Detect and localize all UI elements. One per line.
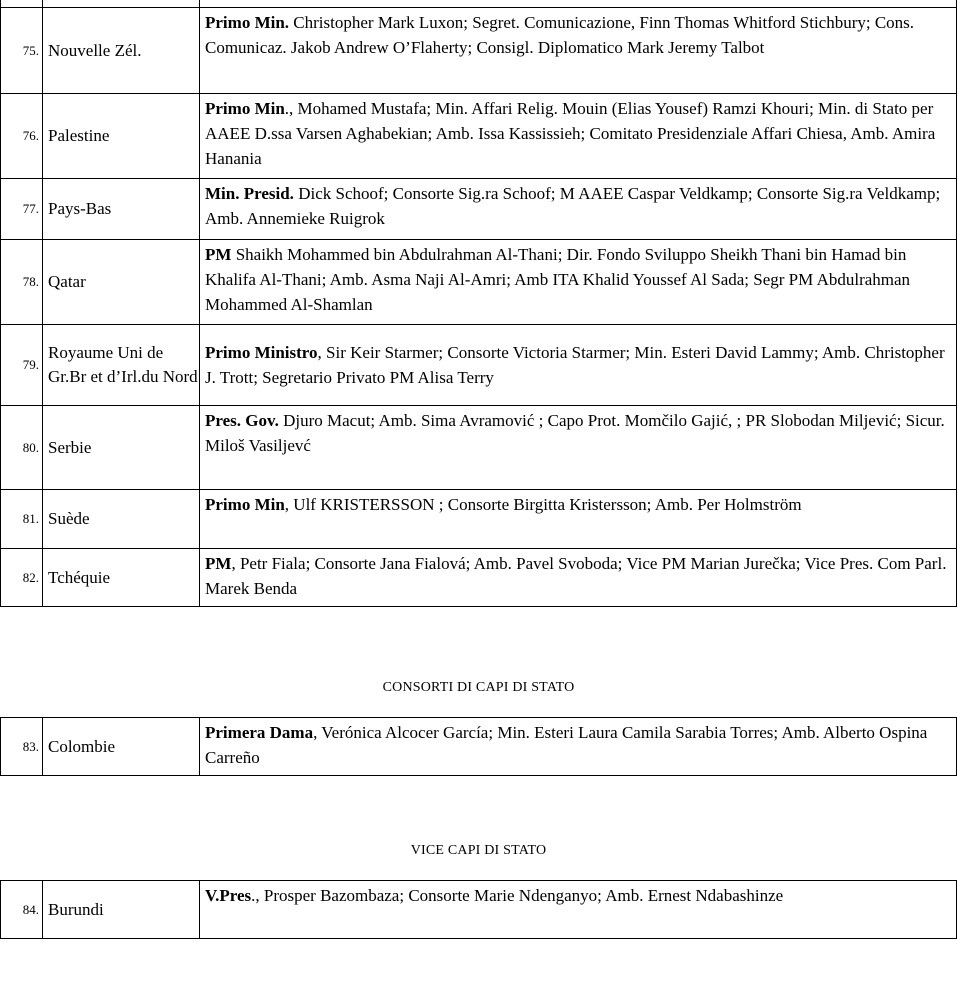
delegation-members: Primo Min. Christopher Mark Luxon; Segret. Comunicazione, Finn Thomas Whitford Stichbury; Cons. Comunicaz. Jakob Andrew O’Flaherty; Consigl. Diplomatico Mark Jeremy Talbot [200,8,957,94]
country-name: Suède [43,490,200,549]
country-name: Royaume Uni de Gr.Br et d’Irl.du Nord [43,325,200,406]
delegation-members: PM, Petr Fiala; Consorte Jana Fialová; Amb. Pavel Svoboda; Vice PM Marian Jurečka; Vice Pres. Com Parl. Marek Benda [200,549,957,607]
delegation-members: V.Pres., Prosper Bazombaza; Consorte Marie Ndenganyo; Amb. Ernest Ndabashinze [200,881,957,939]
row-number: 82. [1,549,43,607]
row-number: 77. [1,179,43,240]
delegation-members: PM Shaikh Mohammed bin Abdulrahman Al-Thani; Dir. Fondo Sviluppo Sheikh Thani bin Hamad bin Khalifa Al-Thani; Amb. Asma Naji Al-Amri; Amb ITA Khalid Youssef Al Sada; Segr PM Abdulrahman Mohammed Al-Shamlan [200,240,957,325]
country-name: Pays-Bas [43,179,200,240]
table-row [1,881,957,939]
country-name: Burundi [43,881,200,939]
table-row [1,490,957,549]
table-row [1,406,957,490]
country-name: Nouvelle Zél. [43,8,200,94]
country-name: Palestine [43,94,200,179]
table-row [1,8,957,94]
delegation-members: Primo Min, Ulf KRISTERSSON ; Consorte Birgitta Kristersson; Amb. Per Holmström [200,490,957,549]
row-number: 80. [1,406,43,490]
section-title-consorti: CONSORTI DI CAPI DI STATO [382,680,575,695]
table-row [1,549,957,607]
table-row [1,325,957,406]
row-number: 76. [1,94,43,179]
delegation-members: Pres. Gov. Djuro Macut; Amb. Sima Avramović ; Capo Prot. Momčilo Gajić, ; PR Slobodan Miljević; Sicur. Miloš Vasiljevć [200,406,957,490]
section-title-vice: VICE CAPI DI STATO [410,843,547,858]
table-row [1,240,957,325]
row-number: 83. [1,718,43,776]
row-number: 78. [1,240,43,325]
row-number: 81. [1,490,43,549]
table-row [1,94,957,179]
country-name: Colombie [43,718,200,776]
consorti-table [0,717,957,776]
table-row [1,718,957,776]
table-row [1,0,957,8]
delegation-members: Primera Dama, Verónica Alcocer García; Min. Esteri Laura Camila Sarabia Torres; Amb. Alberto Ospina Carreño [200,718,957,776]
country-name: Qatar [43,240,200,325]
delegation-members: Primo Ministro, Sir Keir Starmer; Consorte Victoria Starmer; Min. Esteri David Lammy; Amb. Christopher J. Trott; Segretario Privato PM Alisa Terry [200,325,957,406]
vice-table [0,880,957,939]
table-row [1,179,957,240]
delegation-members: Primo Min., Mohamed Mustafa; Min. Affari Relig. Mouin (Elias Yousef) Ramzi Khouri; Min. di Stato per AAEE D.ssa Varsen Aghabekian; Amb. Issa Kassissieh; Comitato Presidenziale Affari Chiesa, Amb. Amira Hanania [200,94,957,179]
row-number: 84. [1,881,43,939]
delegation-members: Min. Presid. Dick Schoof; Consorte Sig.ra Schoof; M AAEE Caspar Veldkamp; Consorte Sig.ra Veldkamp; Amb. Annemieke Ruigrok [200,179,957,240]
row-number: 79. [1,325,43,406]
country-name: Tchéquie [43,549,200,607]
row-number: 75. [1,8,43,94]
country-name: Serbie [43,406,200,490]
